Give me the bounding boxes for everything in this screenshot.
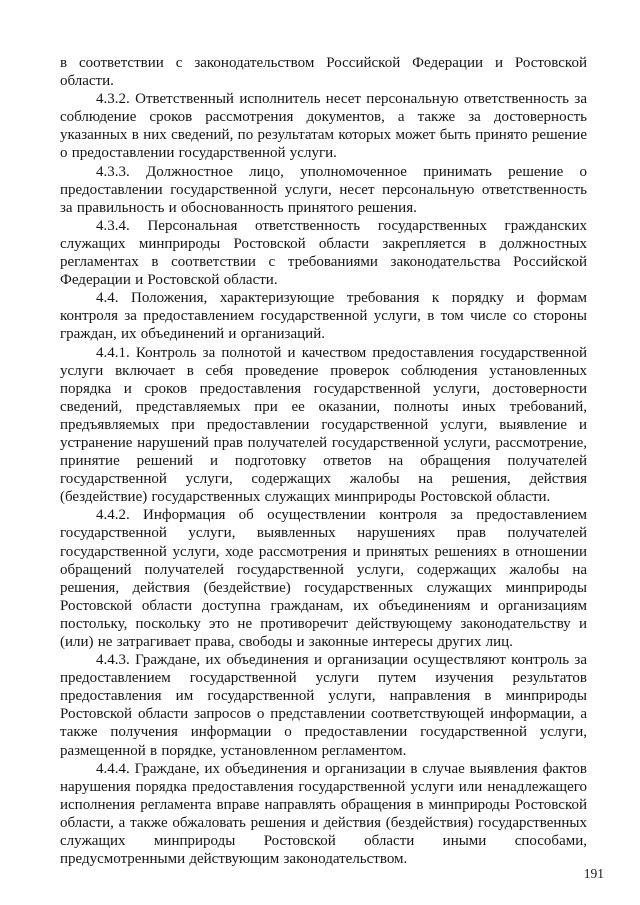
- paragraph-4-3-3: 4.3.3. Должностное лицо, уполномоченное принимать решение о предоставлении государственной услуги, несет персональную ответственность за правильность и обоснованность принятого решения.: [60, 163, 587, 216]
- paragraph-4-4-3: 4.4.3. Граждане, их объединения и организации осуществляют контроль за предоставлением государственной услуги путем изучения результатов предоставления им государственной услуги, направления в минприроды Ростовской области запросов о представлении соответствующей информации, а также получения информации о предоставлении государственной услуги, размещенной в порядке, установленном регламентом.: [60, 652, 587, 759]
- paragraph-4-4-2: 4.4.2. Информация об осуществлении контроля за предоставлением государственной услуги, выявленных нарушениях прав получателей государственной услуги, ходе рассмотрения и принятых решениях в отношении обращений получателей государственной услуги, содержащих жалобы на решения, действия (бездействие) государственных служащих минприроды Ростовской области доступна гражданам, их объединениям и организациям постольку, поскольку это не противоречит действующему законодательству и (или) не затрагивает права, свободы и законные интересы других лиц.: [60, 507, 587, 650]
- page-number: 191: [583, 866, 604, 881]
- paragraph-4-3-2: 4.3.2. Ответственный исполнитель несет персональную ответственность за соблюдение сроков рассмотрения документов, а также за достоверность указанных в них сведений, по результатам которых может быть принято решение о предоставлении государственной услуги.: [60, 91, 587, 162]
- paragraph-4-3-4: 4.3.4. Персональная ответственность государственных гражданских служащих минприроды Ростовской области закрепляется в должностных регламентах в соответствии с требованиями законодательства Российской Федерации и Ростовской области.: [60, 217, 587, 289]
- paragraph-continuation: в соответствии с законодательством Российской Федерации и Ростовской области.: [60, 55, 587, 90]
- paragraph-4-4-4: 4.4.4. Граждане, их объединения и организации в случае выявления фактов нарушения порядка предоставления государственной услуги или ненадлежащего исполнения регламента вправе направлять обращения в минприроды Ростовской области, а также обжаловать решения и действия (бездействия) государственных служащих минприроды Ростовской области иными способами, предусмотренными действующим законодательством.: [60, 760, 587, 868]
- paragraph-4-4: 4.4. Положения, характеризующие требования к порядку и формам контроля за предоставлением государственной услуги, в том числе со стороны граждан, их объединений и организаций.: [60, 290, 587, 343]
- paragraph-4-4-1: 4.4.1. Контроль за полнотой и качеством предоставления государственной услуги включает в себя проведение проверок соблюдения установленных порядка и сроков предоставления государственной услуги, достоверности сведений, представляемых при ее оказании, полноты иных требований, предъявляемых при предоставлении государственной услуги, выявление и устранение нарушений прав получателей государственной услуги, рассмотрение, принятие решений и подготовку ответов на обращения получателей государственной услуги, содержащих жалобы на решения, действия (бездействие) государственных служащих минприроды Ростовской области.: [60, 344, 587, 506]
- document-body: [60, 54, 587, 868]
